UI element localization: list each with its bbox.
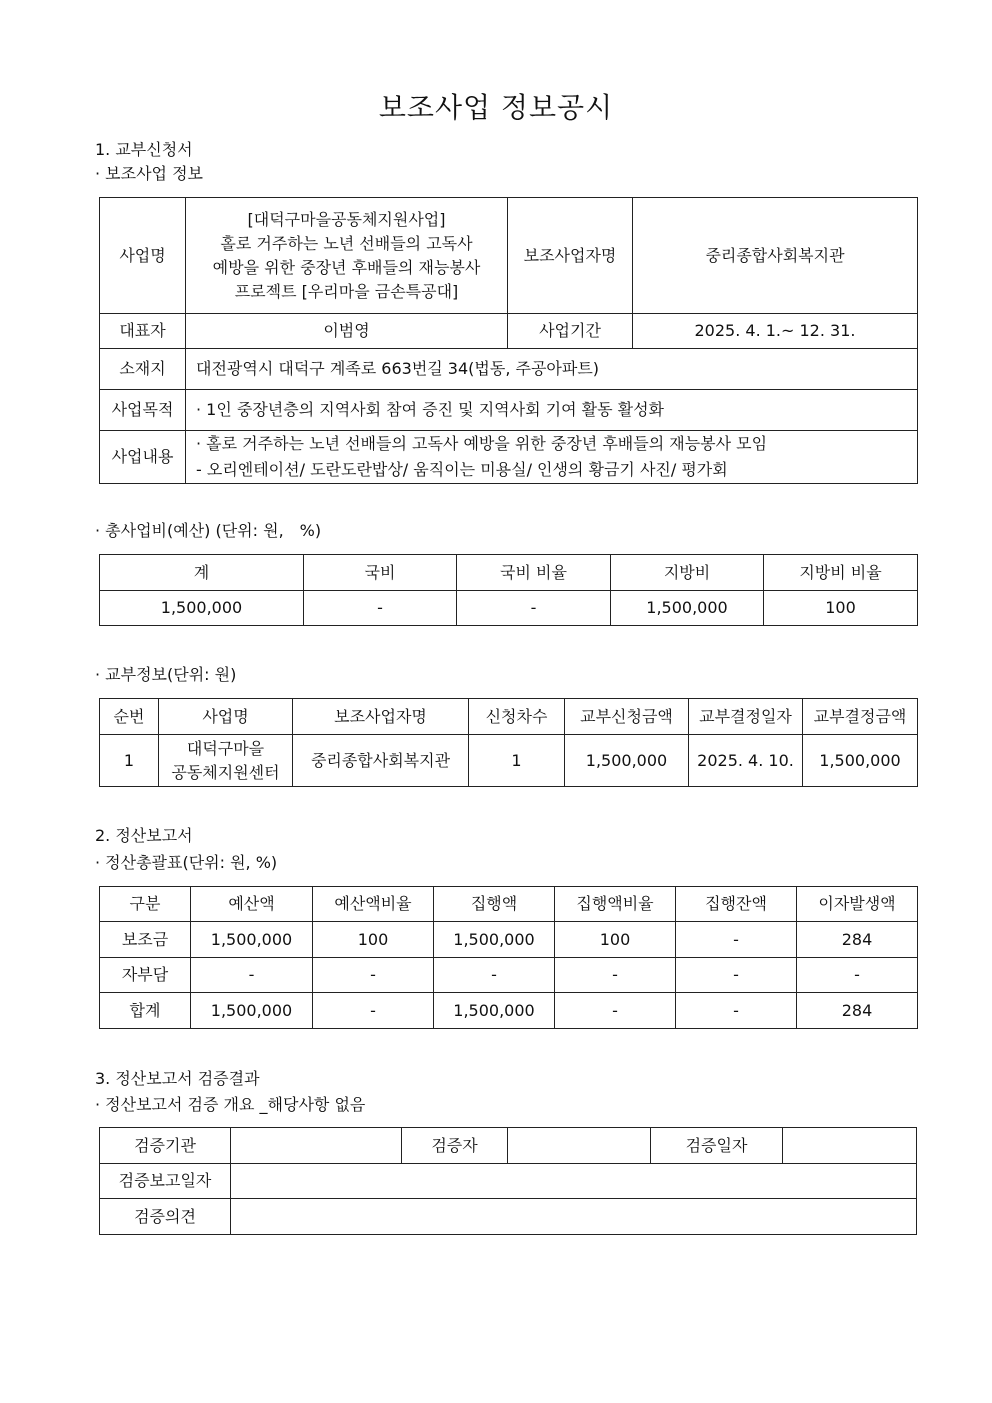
verification-report-date-label: 검증보고일자 xyxy=(100,1164,231,1199)
settlement-cell: 284 xyxy=(797,922,918,958)
grant-operator: 중리종합사회복지관 xyxy=(293,735,469,787)
settlement-header: 구분 xyxy=(100,887,191,922)
purpose-value: · 1인 중장년층의 지역사회 참여 증진 및 지역사회 기여 활동 활성화 xyxy=(186,390,918,431)
settlement-row xyxy=(100,958,918,993)
address-label: 소재지 xyxy=(100,349,186,390)
grant-decided: 1,500,000 xyxy=(803,735,918,787)
content-line: · 홀로 거주하는 노년 선배들의 고독사 예방을 위한 중장년 후배들의 재능봉사 모임 xyxy=(196,434,768,453)
page-title: 보조사업 정보공시 xyxy=(378,91,614,124)
section2-heading: 2. 정산보고서 xyxy=(95,826,193,845)
settlement-cell: 1,500,000 xyxy=(434,922,555,958)
settlement-cell: 100 xyxy=(555,922,676,958)
content-value xyxy=(186,431,918,484)
grant-header: 교부결정금액 xyxy=(803,699,918,735)
settlement-cell: 자부담 xyxy=(100,958,191,993)
settlement-header: 집행액비율 xyxy=(555,887,676,922)
operator-label: 보조사업자명 xyxy=(508,198,633,314)
budget-header: 계 xyxy=(100,555,304,591)
period-value: 2025. 4. 1.~ 12. 31. xyxy=(633,314,918,349)
settlement-table xyxy=(99,886,918,1029)
settlement-cell: 1,500,000 xyxy=(191,993,313,1029)
section3-heading: 3. 정산보고서 검증결과 xyxy=(95,1069,260,1088)
verification-opinion-value xyxy=(231,1199,917,1235)
grant-header: 교부결정일자 xyxy=(689,699,803,735)
grant-header: 보조사업자명 xyxy=(293,699,469,735)
verification-agency-value xyxy=(231,1128,402,1164)
budget-cell: - xyxy=(457,591,611,626)
grant-header: 신청차수 xyxy=(469,699,565,735)
settlement-cell: - xyxy=(313,958,434,993)
settlement-cell: - xyxy=(555,993,676,1029)
budget-heading: · 총사업비(예산) (단위: 원, %) xyxy=(95,521,322,540)
grant-header: 교부신청금액 xyxy=(565,699,689,735)
settlement-header: 집행잔액 xyxy=(676,887,797,922)
settlement-cell: - xyxy=(434,958,555,993)
settlement-cell: - xyxy=(676,958,797,993)
verifier-label: 검증자 xyxy=(402,1128,508,1164)
settlement-cell: - xyxy=(676,993,797,1029)
verification-report-date-value xyxy=(231,1164,917,1199)
settlement-cell: 100 xyxy=(313,922,434,958)
budget-table xyxy=(99,554,918,626)
settlement-cell: - xyxy=(313,993,434,1029)
settlement-cell: 1,500,000 xyxy=(191,922,313,958)
settlement-cell: 1,500,000 xyxy=(434,993,555,1029)
grant-project-name-line: 공동체지원센터 xyxy=(171,762,280,782)
settlement-header: 예산액 xyxy=(191,887,313,922)
grant-no: 1 xyxy=(100,735,159,787)
content-label: 사업내용 xyxy=(100,431,186,484)
grant-header: 순번 xyxy=(100,699,159,735)
address-value: 대전광역시 대덕구 계족로 663번길 34(법동, 주공아파트) xyxy=(186,349,918,390)
budget-cell: 100 xyxy=(764,591,918,626)
project-name-line: 프로젝트 [우리마을 금손특공대] xyxy=(234,281,459,301)
budget-header: 지방비 xyxy=(611,555,764,591)
verification-date-value xyxy=(783,1128,917,1164)
grant-heading: · 교부정보(단위: 원) xyxy=(95,665,237,684)
grant-header: 사업명 xyxy=(159,699,293,735)
representative-value: 이범영 xyxy=(186,314,508,349)
settlement-header: 예산액비율 xyxy=(313,887,434,922)
settlement-cell: 합계 xyxy=(100,993,191,1029)
settlement-summary-heading: · 정산총괄표(단위: 원, %) xyxy=(95,853,278,872)
budget-cell: 1,500,000 xyxy=(611,591,764,626)
budget-cell: 1,500,000 xyxy=(100,591,304,626)
project-info-table xyxy=(99,197,918,484)
settlement-cell: - xyxy=(191,958,313,993)
project-name-line: [대덕구마을공동체지원사업] xyxy=(247,209,446,229)
project-name-value xyxy=(186,198,508,314)
settlement-row xyxy=(100,922,918,958)
verifier-value xyxy=(508,1128,651,1164)
settlement-cell: - xyxy=(676,922,797,958)
grant-table xyxy=(99,698,918,787)
section1-heading: 1. 교부신청서 xyxy=(95,140,193,159)
verification-opinion-label: 검증의견 xyxy=(100,1199,231,1235)
grant-round: 1 xyxy=(469,735,565,787)
settlement-header: 집행액 xyxy=(434,887,555,922)
grant-requested: 1,500,000 xyxy=(565,735,689,787)
project-name-line: 홀로 거주하는 노년 선배들의 고독사 xyxy=(220,233,473,253)
settlement-cell: - xyxy=(555,958,676,993)
project-info-heading: · 보조사업 정보 xyxy=(95,164,203,183)
verification-summary-heading: · 정산보고서 검증 개요 _해당사항 없음 xyxy=(95,1095,366,1114)
period-label: 사업기간 xyxy=(508,314,633,349)
project-name-label: 사업명 xyxy=(100,198,186,314)
budget-cell: - xyxy=(304,591,457,626)
content-line: - 오리엔테이션/ 도란도란밥상/ 움직이는 미용실/ 인생의 황금기 사진/ 평가회 xyxy=(196,460,728,479)
purpose-label: 사업목적 xyxy=(100,390,186,431)
representative-label: 대표자 xyxy=(100,314,186,349)
grant-project-name xyxy=(159,735,293,787)
operator-value: 중리종합사회복지관 xyxy=(633,198,918,314)
settlement-cell: 284 xyxy=(797,993,918,1029)
settlement-header: 이자발생액 xyxy=(797,887,918,922)
settlement-row xyxy=(100,993,918,1029)
budget-header: 지방비 비율 xyxy=(764,555,918,591)
project-name-line: 예방을 위한 중장년 후배들의 재능봉사 xyxy=(212,257,481,277)
settlement-cell: 보조금 xyxy=(100,922,191,958)
grant-decision-date: 2025. 4. 10. xyxy=(689,735,803,787)
verification-date-label: 검증일자 xyxy=(651,1128,783,1164)
budget-header: 국비 xyxy=(304,555,457,591)
grant-project-name-line: 대덕구마을 xyxy=(186,738,265,758)
verification-table xyxy=(99,1127,917,1235)
budget-header: 국비 비율 xyxy=(457,555,611,591)
verification-agency-label: 검증기관 xyxy=(100,1128,231,1164)
settlement-cell: - xyxy=(797,958,918,993)
